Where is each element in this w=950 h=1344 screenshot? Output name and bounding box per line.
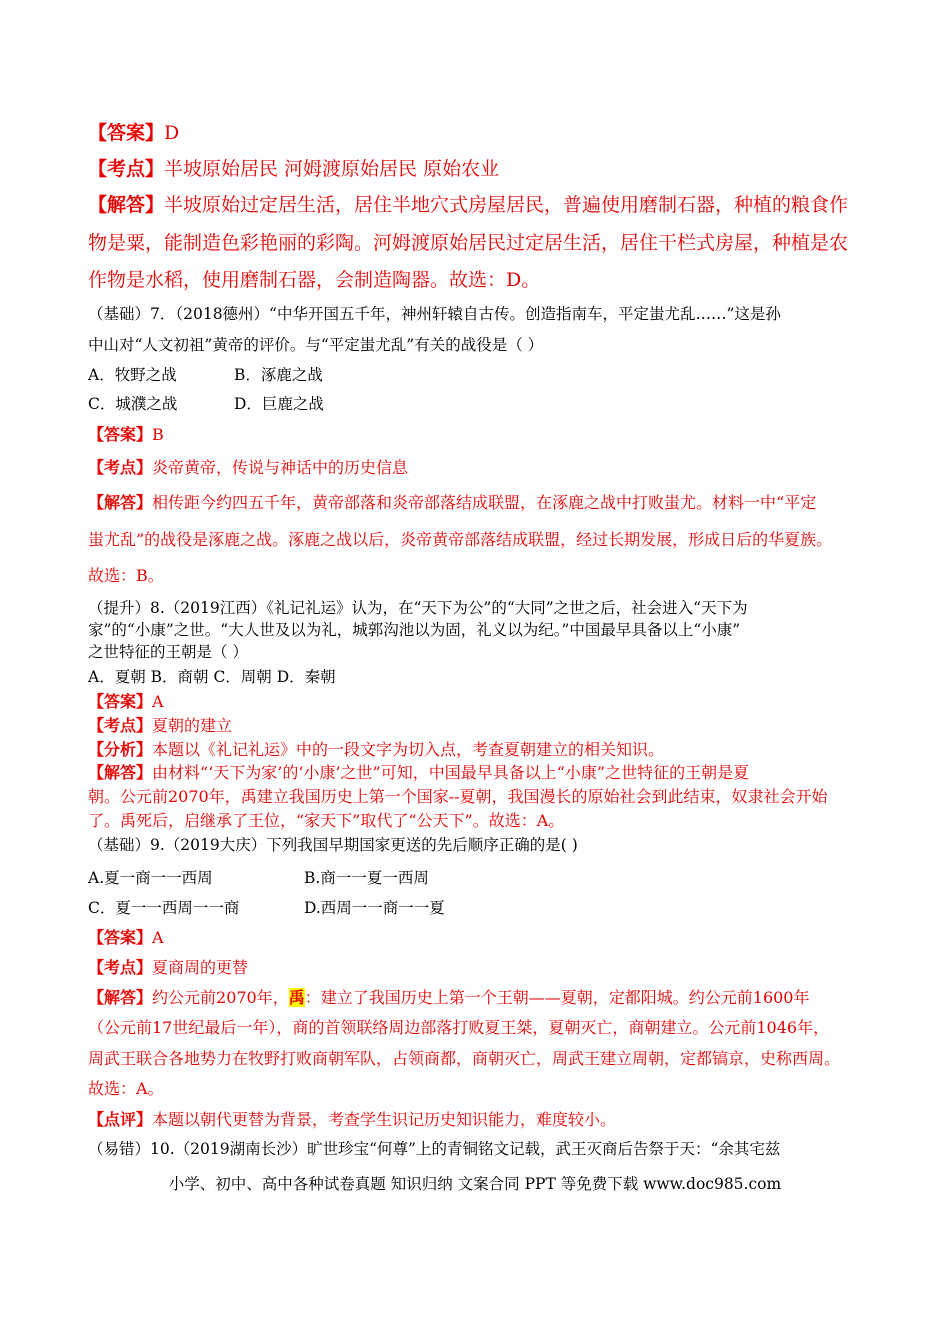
q8-stem-2: 家”的“小康”之世。“大人世及以为礼，城郭沟池以为固，礼义以为纪。”中国最早具备以上“小康”	[88, 621, 741, 639]
q8-explain-2: 朝。公元前2070年，禹建立我国历史上第一个国家--夏朝，我国漫长的原始社会到此结束，奴隶社会开始	[88, 787, 828, 806]
q9-point: 【考点】夏商周的更替	[88, 958, 249, 977]
q9-explain-2: （公元前17世纪最后一年），商的首领联络周边部落打败夏王桀，夏朝灭亡，商朝建立。公元前1046年，	[88, 1018, 830, 1037]
q7-explain-3: 故选：B。	[88, 566, 164, 585]
q7-answer: 【答案】B	[88, 425, 164, 444]
q6-explain-2: 物是粟，能制造色彩艳丽的彩陶。河姆渡原始居民过定居生活，居住干栏式房屋，种植是农	[88, 232, 849, 254]
q9-comment: 【点评】本题以朝代更替为背景，考查学生识记历史知识能力，难度较小。	[88, 1110, 617, 1129]
q9-option-d: D.西周一一商一一夏	[304, 899, 445, 917]
q9-explain-1: 【解答】约公元前2070年，禹：建立了我国历史上第一个王朝——夏朝，定都阳城。约公元前1600年	[88, 988, 810, 1007]
q9-option-b: B.商一一夏一西周	[304, 869, 429, 887]
q7-option-c: C．城濮之战	[88, 395, 178, 413]
q9-explain-3: 周武王联合各地势力在牧野打败商朝军队，占领商都，商朝灭亡，周武王建立周朝，定都镐京，史称西周。	[88, 1049, 841, 1068]
q9-explain-4: 故选：A。	[88, 1079, 164, 1098]
q10-stem-1: （易错）10.（2019湖南长沙）旷世珍宝“何尊”上的青铜铭文记载，武王灭商后告祭于天：“余其宅兹	[88, 1140, 781, 1158]
q8-point: 【考点】夏朝的建立	[88, 716, 233, 735]
highlighted-text: 禹	[288, 988, 305, 1007]
q8-answer: 【答案】A	[88, 692, 164, 711]
q8-explain-3: 了。禹死后，启继承了王位，“家天下”取代了“公天下”。故选：A。	[88, 811, 565, 830]
q9-option-a: A.夏一商一一西周	[88, 869, 213, 887]
q9-option-c: C．夏一一西周一一商	[88, 899, 240, 917]
q6-explain-3: 作物是水稻，使用磨制石器，会制造陶器。故选：D。	[88, 269, 541, 291]
q7-option-b: B．涿鹿之战	[234, 366, 323, 384]
q6-answer: 【答案】D	[88, 122, 180, 144]
q7-option-d: D．巨鹿之战	[234, 395, 324, 413]
q7-explain-2: 蚩尤乱”的战役是涿鹿之战。涿鹿之战以后，炎帝黄帝部落结成联盟，经过长期发展，形成日后的华夏族。	[88, 530, 833, 549]
q7-point: 【考点】炎帝黄帝，传说与神话中的历史信息	[88, 458, 409, 477]
q8-stem-1: （提升）8.（2019江西）《礼记礼运》认为，在“天下为公”的“大同”之世之后，社会进入“天下为	[88, 599, 748, 617]
q6-point: 【考点】半坡原始居民 河姆渡原始居民 原始农业	[88, 158, 500, 180]
page-footer: 小学、初中、高中各种试卷真题 知识归纳 文案合同 PPT 等免费下载 www.doc985.com	[168, 1175, 782, 1193]
q7-stem-1: （基础）7．（2018德州）“中华开国五千年，神州轩辕自古传。创造指南车，平定蚩尤乱……”这是孙	[88, 305, 781, 323]
q8-explain-1: 【解答】由材料“‘天下为家’的‘小康’之世”可知，中国最早具备以上“小康”之世特征的王朝是夏	[88, 763, 750, 782]
q7-explain-1: 【解答】相传距今约四五千年，黄帝部落和炎帝部落结成联盟，在涿鹿之战中打败蚩尤。材料一中“平定	[88, 493, 817, 512]
q7-stem-2: 中山对“人文初祖”黄帝的评价。与“平定蚩尤乱”有关的战役是（ ）	[88, 336, 544, 354]
q7-option-a: A．牧野之战	[88, 366, 177, 384]
q6-explain-1: 【解答】半坡原始过定居生活，居住半地穴式房屋居民，普遍使用磨制石器，种植的粮食作	[88, 194, 849, 216]
q8-options: A．夏朝 B．商朝 C．周朝 D．秦朝	[88, 668, 336, 686]
q8-analysis: 【分析】本题以《礼记礼运》中的一段文字为切入点，考查夏朝建立的相关知识。	[88, 740, 665, 759]
q8-stem-3: 之世特征的王朝是（ ）	[88, 643, 248, 661]
q9-stem: （基础）9.（2019大庆）下列我国早期国家更送的先后顺序正确的是( )	[88, 836, 578, 854]
q9-answer: 【答案】A	[88, 928, 164, 947]
